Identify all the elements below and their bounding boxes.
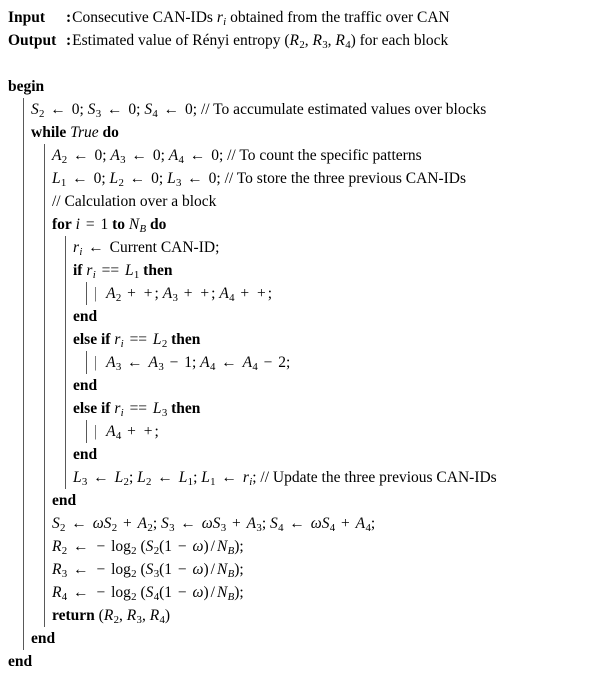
body-bar-icon: | xyxy=(94,354,98,371)
init-L-comment: // To store the three previous CAN-IDs xyxy=(224,170,467,187)
body-bar-icon: | xyxy=(94,423,98,440)
line-return xyxy=(0,604,608,627)
line-for-header: for i = 1 to $N_B$ do xyxy=(0,213,608,236)
keyword-then: then xyxy=(171,331,201,348)
if2-body-code: A3 ← A3 − 1; A4 ← A4 − 2; xyxy=(106,354,291,374)
output-text: Estimated value of Rényi entropy (R2, R3, R4) for each block xyxy=(72,32,449,52)
line-update-L xyxy=(0,466,608,489)
line-if3-body xyxy=(0,420,608,443)
line-if1-end xyxy=(0,305,608,328)
renyi-R4-code: R4 ← − log2 $(S4(1 - \omega) / N_B)$; xyxy=(52,584,244,604)
if1-body-code: A2 + + ; A3 + + ; A4 + + ; xyxy=(106,285,273,305)
input-colon: : xyxy=(66,9,72,26)
init-S-code: S2 ← 0; S3 ← 0; S4 ← 0; // To accumulate estimated values over blocks xyxy=(31,101,487,121)
keyword-if: if xyxy=(73,262,83,279)
init-S-comment: // To accumulate estimated values over blocks xyxy=(200,101,487,118)
renyi-R3-code: R3 ← − log2 $(S3(1 - \omega) / N_B)$; xyxy=(52,561,244,581)
line-accumulate-S xyxy=(0,512,608,535)
keyword-end: end xyxy=(73,377,98,394)
keyword-while: while xyxy=(31,124,67,141)
line-begin-end xyxy=(0,650,608,673)
line-while xyxy=(0,121,608,144)
keyword-do: do xyxy=(102,124,119,141)
algorithm-input-row xyxy=(8,6,608,29)
line-assign-ri xyxy=(0,236,608,259)
if3-body-code: A4 + + ; xyxy=(106,423,159,443)
algorithm-io-header xyxy=(0,6,608,52)
keyword-return: return xyxy=(52,607,95,624)
keyword-do: do xyxy=(150,216,167,233)
line-while-end xyxy=(0,627,608,650)
line-if2-end xyxy=(0,374,608,397)
keyword-end: end xyxy=(73,446,98,463)
keyword-for: for xyxy=(52,216,72,233)
init-A-code: A2 ← 0; A3 ← 0; A4 ← 0; // To count the specific patterns xyxy=(52,147,422,167)
line-init-S xyxy=(0,98,608,121)
renyi-R2-code: R2 ← − log2 $(S2(1 - \omega) / N_B)$; xyxy=(52,538,244,558)
while-condition: True xyxy=(70,124,99,141)
line-if1-body xyxy=(0,282,608,305)
assign-ri-code: $r_i$ ← Current CAN-ID; xyxy=(73,239,220,259)
keyword-to: to xyxy=(112,216,126,233)
keyword-end: end xyxy=(73,308,98,325)
for-bound: $N_B$ xyxy=(128,216,147,236)
line-if3-cond: else if $r_i == L3$ then xyxy=(0,397,608,420)
for-variable: i xyxy=(75,216,80,233)
line-renyi-R3 xyxy=(0,558,608,581)
line-init-A xyxy=(0,144,608,167)
input-label: Input xyxy=(8,9,46,26)
output-label: Output xyxy=(8,32,57,49)
line-for-end xyxy=(0,489,608,512)
line-calc-comment xyxy=(0,190,608,213)
line-init-L xyxy=(0,167,608,190)
keyword-then: then xyxy=(143,262,173,279)
spacer-line xyxy=(0,52,608,75)
line-if3-end xyxy=(0,443,608,466)
update-L-comment: // Update the three previous CAN-IDs xyxy=(260,469,497,486)
output-colon: : xyxy=(66,32,72,49)
keyword-else-if: else if xyxy=(73,400,111,417)
keyword-else-if: else if xyxy=(73,331,111,348)
keyword-end: end xyxy=(8,653,33,670)
line-begin xyxy=(0,75,608,98)
line-if2-cond: else if $r_i == L2$ then xyxy=(0,328,608,351)
return-value: (R2, R3, R4) xyxy=(98,607,171,627)
keyword-end: end xyxy=(52,492,77,509)
keyword-begin: begin xyxy=(8,78,45,95)
keyword-then: then xyxy=(171,400,201,417)
calc-comment: // Calculation over a block xyxy=(52,193,217,210)
keyword-end: end xyxy=(31,630,56,647)
line-if1-cond: if $r_i == L1$ then xyxy=(0,259,608,282)
init-L-code: L1 ← 0; L2 ← 0; L3 ← 0; // To store the three previous CAN-IDs xyxy=(52,170,467,190)
algorithm-output-row xyxy=(8,29,608,52)
body-bar-icon: | xyxy=(94,285,98,302)
update-L-code: L3 ← L2; L2 ← L1; L1 ← $r_i$; // Update the three previous CAN-IDs xyxy=(73,469,497,489)
accumulate-S-code: S2 ← ωS2 + A2; S3 ← ωS3 + A3; S4 ← ωS4 + A4; xyxy=(52,515,376,535)
init-A-comment: // To count the specific patterns xyxy=(227,147,422,164)
line-renyi-R4 xyxy=(0,581,608,604)
line-if2-body xyxy=(0,351,608,374)
input-text: Consecutive CAN-IDs $r_i$ obtained from the traffic over CAN xyxy=(72,9,450,29)
line-renyi-R2 xyxy=(0,535,608,558)
